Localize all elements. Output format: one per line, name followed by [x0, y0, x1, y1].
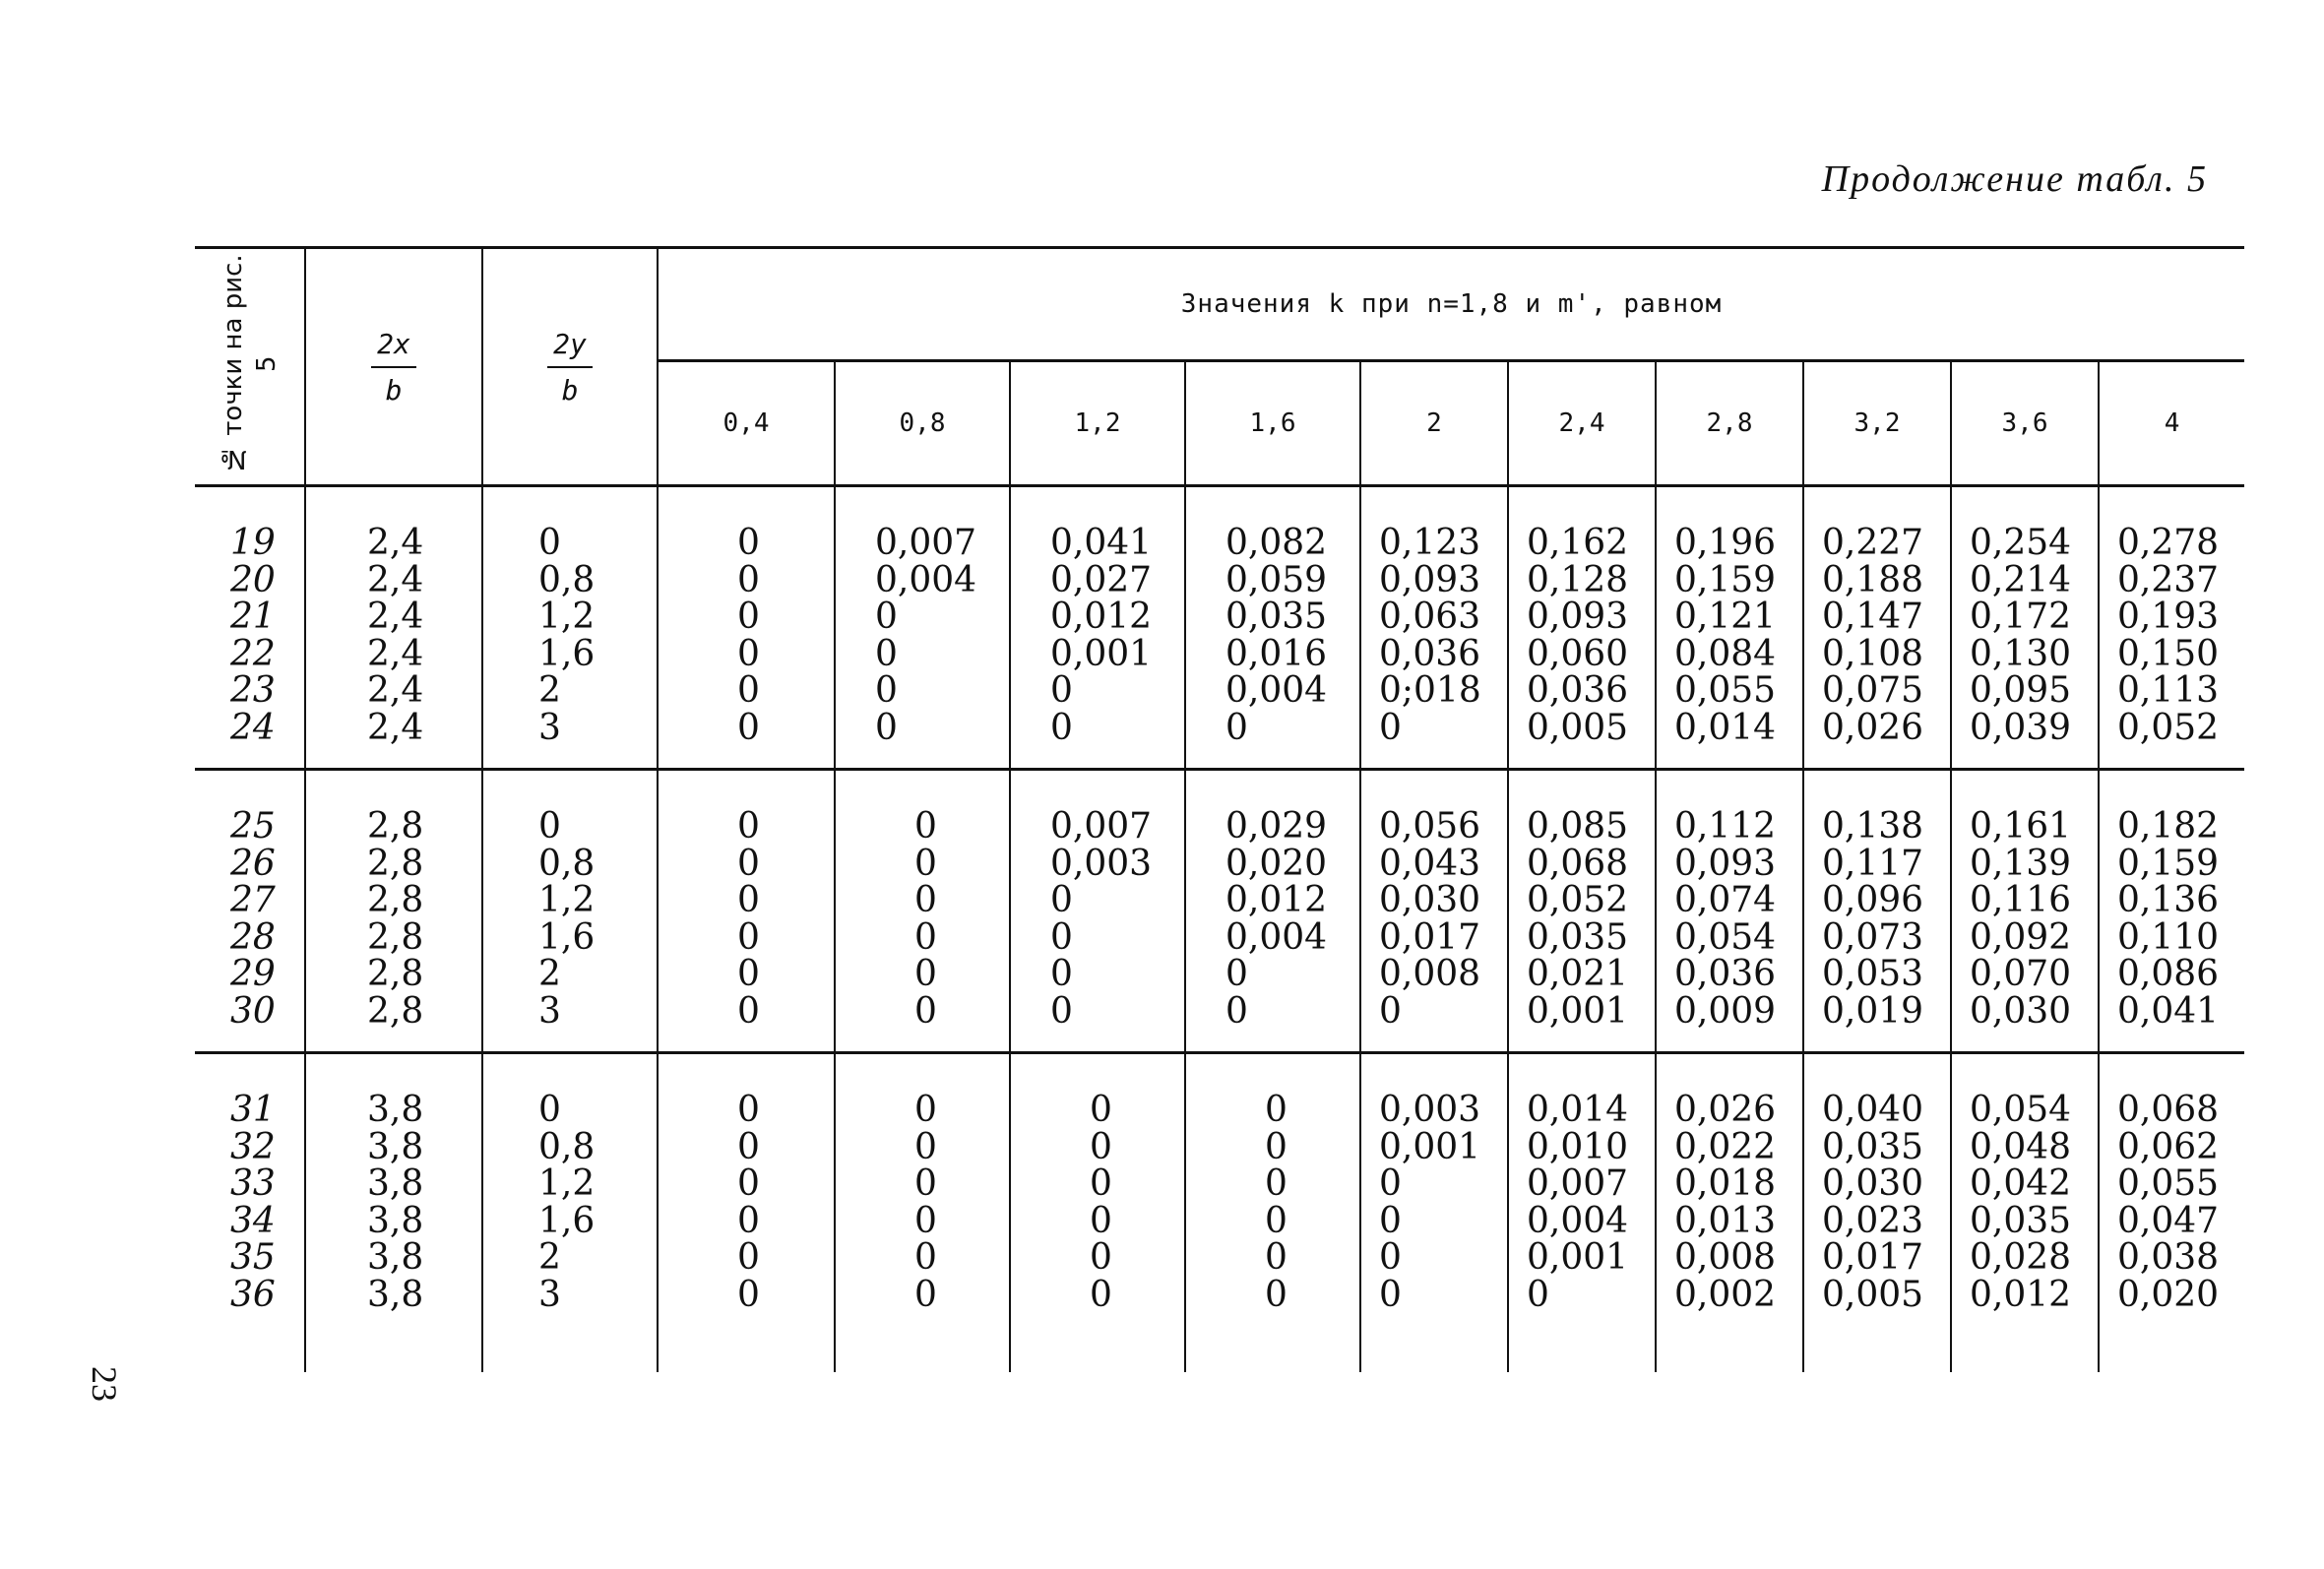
k-cell: 0,007 0,003 0 0 0 0	[1010, 770, 1185, 1053]
m-value-header: 2	[1360, 361, 1508, 486]
k-cell: 0,278 0,237 0,193 0,150 0,113 0,052	[2099, 486, 2244, 770]
y2b-cell: 0 0,8 1,2 1,6 2 3	[482, 770, 658, 1053]
point-number-header: № точки на рис. 5	[195, 248, 305, 486]
k-cell: 0 0 0 0 0 0	[658, 1053, 835, 1373]
k-cell: 0,003 0,001 0 0 0 0	[1360, 1053, 1508, 1373]
x2b-cell: 3,8 3,8 3,8 3,8 3,8 3,8	[305, 1053, 482, 1373]
k-cell: 0,112 0,093 0,074 0,054 0,036 0,009	[1656, 770, 1803, 1053]
k-cell: 0,056 0,043 0,030 0,017 0,008 0	[1360, 770, 1508, 1053]
k-cell: 0,182 0,159 0,136 0,110 0,086 0,041	[2099, 770, 2244, 1053]
point-numbers-cell: 19 20 21 22 23 24	[195, 486, 305, 770]
k-cell: 0,138 0,117 0,096 0,073 0,053 0,019	[1803, 770, 1951, 1053]
k-cell: 0,123 0,093 0,063 0,036 0;018 0	[1360, 486, 1508, 770]
k-cell: 0 0 0 0 0 0	[835, 770, 1010, 1053]
m-value-header: 0,4	[658, 361, 835, 486]
k-cell: 0,227 0,188 0,147 0,108 0,075 0,026	[1803, 486, 1951, 770]
col-2y-b-header: $\frac{2y}{b}$	[482, 248, 658, 486]
x2b-cell: 2,4 2,4 2,4 2,4 2,4 2,4	[305, 486, 482, 770]
m-value-header: 1,2	[1010, 361, 1185, 486]
k-cell: 0 0 0 0 0 0	[658, 486, 835, 770]
k-cell: 0,041 0,027 0,012 0,001 0 0	[1010, 486, 1185, 770]
page-number: 23	[85, 1366, 124, 1402]
k-cell: 0,007 0,004 0 0 0 0	[835, 486, 1010, 770]
m-value-header: 1,6	[1185, 361, 1360, 486]
k-cell: 0 0 0 0 0 0	[1185, 1053, 1360, 1373]
k-cell: 0 0 0 0 0 0	[1010, 1053, 1185, 1373]
k-cell: 0,254 0,214 0,172 0,130 0,095 0,039	[1951, 486, 2099, 770]
k-cell: 0,068 0,062 0,055 0,047 0,038 0,020	[2099, 1053, 2244, 1373]
k-cell: 0,085 0,068 0,052 0,035 0,021 0,001	[1508, 770, 1656, 1053]
k-cell: 0,029 0,020 0,012 0,004 0 0	[1185, 770, 1360, 1053]
k-cell: 0,026 0,022 0,018 0,013 0,008 0,002	[1656, 1053, 1803, 1373]
col-2x-b-header: $\frac{2x}{b}$	[305, 248, 482, 486]
m-value-header: 3,6	[1951, 361, 2099, 486]
table-caption: Продолжение табл. 5	[1821, 158, 2208, 200]
m-value-header: 4	[2099, 361, 2244, 486]
table-row-group	[195, 1053, 2244, 1373]
table-row-group	[195, 486, 2244, 770]
k-cell: 0 0 0 0 0 0	[658, 770, 835, 1053]
y2b-cell: 0 0,8 1,2 1,6 2 3	[482, 486, 658, 770]
point-numbers-cell: 31 32 33 34 35 36	[230, 1090, 276, 1315]
x2b-cell: 2,8 2,8 2,8 2,8 2,8 2,8	[305, 770, 482, 1053]
k-cell: 0 0 0 0 0 0	[835, 1053, 1010, 1373]
k-values-group-header: Значения k при n=1,8 и m', равном	[658, 248, 2244, 361]
k-cell: 0,040 0,035 0,030 0,023 0,017 0,005	[1803, 1053, 1951, 1373]
table-row-group	[195, 770, 2244, 1053]
k-cell: 0,014 0,010 0,007 0,004 0,001 0	[1508, 1053, 1656, 1373]
m-value-header: 2,4	[1508, 361, 1656, 486]
k-cell: 0,054 0,048 0,042 0,035 0,028 0,012	[1951, 1053, 2099, 1373]
values-table	[195, 246, 2244, 1372]
point-numbers-cell: 25 26 27 28 29 30	[195, 770, 305, 1053]
m-value-header: 2,8	[1656, 361, 1803, 486]
m-value-header: 3,2	[1803, 361, 1951, 486]
k-cell: 0,162 0,128 0,093 0,060 0,036 0,005	[1508, 486, 1656, 770]
k-cell: 0,196 0,159 0,121 0,084 0,055 0,014	[1656, 486, 1803, 770]
k-cell: 0,082 0,059 0,035 0,016 0,004 0	[1185, 486, 1360, 770]
y2b-cell: 0 0,8 1,2 1,6 2 3	[482, 1053, 658, 1373]
k-cell: 0,161 0,139 0,116 0,092 0,070 0,030	[1951, 770, 2099, 1053]
m-value-header: 0,8	[835, 361, 1010, 486]
